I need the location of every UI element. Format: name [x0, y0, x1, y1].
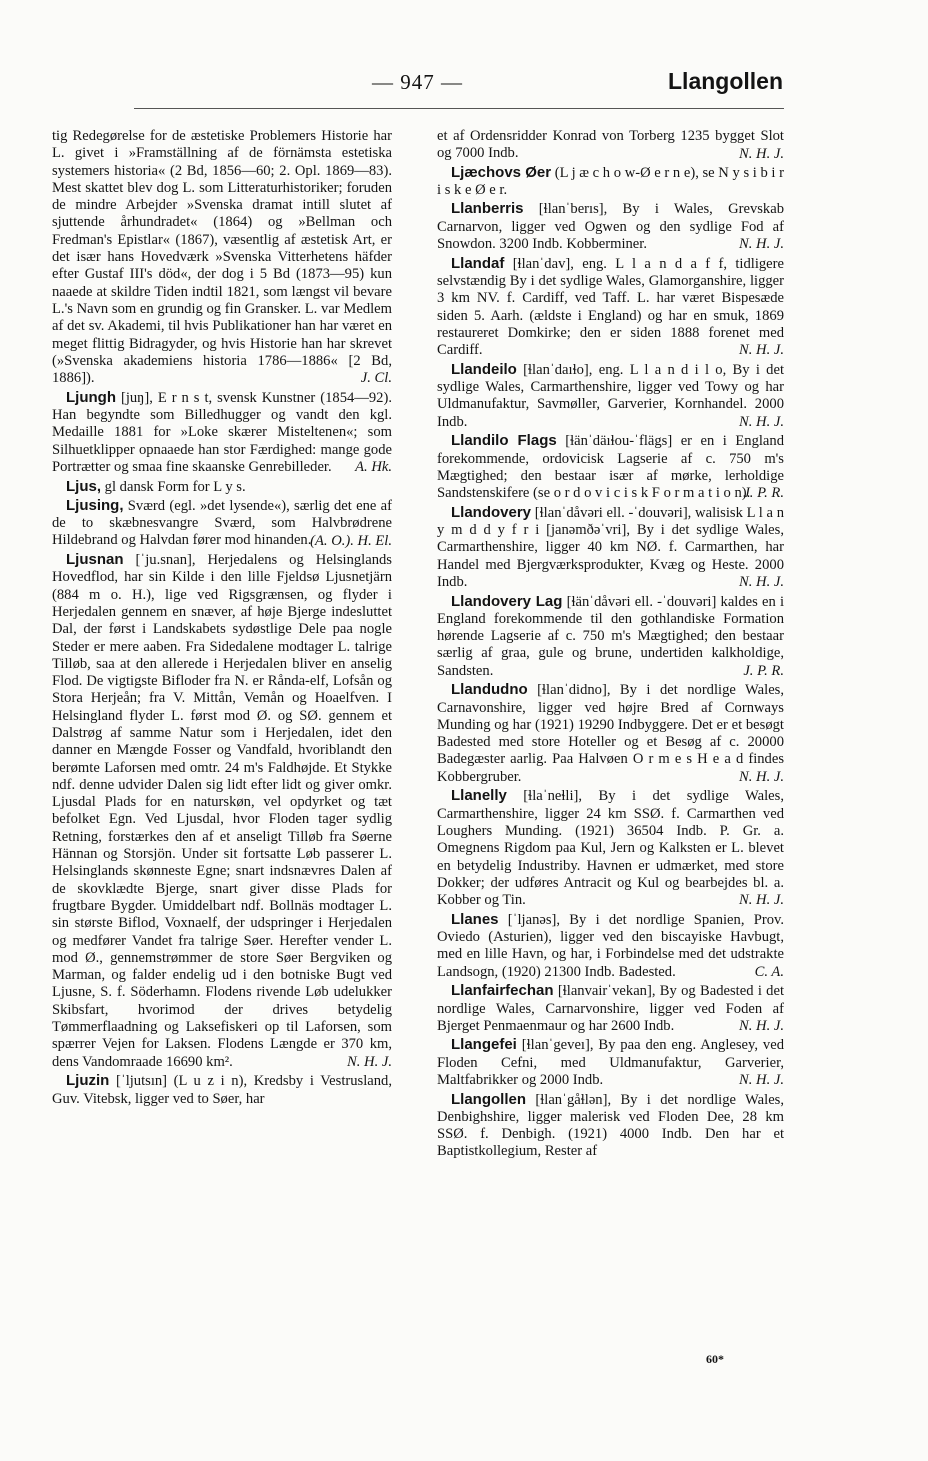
entry-headword: Llandeilo — [451, 360, 517, 378]
entry-continuation — [52, 128, 392, 388]
entry-text: [ˈljanəs], By i det nordlige Spanien, Prov. Oviedo (Asturien), ligger ved den biscayiske Havbugt, med en lille Havn, og har, i Forbindelse med det udstrakte Landsogn, (1920) 21300 Indb. Badested. — [437, 911, 784, 980]
entry-text: [ˈljutsın] (L u z i n), Kredsby i Vestrusland, Guv. Vitebsk, ligger ved to Søer, har — [52, 1073, 392, 1107]
author-signature: N. H. J. — [739, 574, 784, 591]
entry-text: [ɬänˈdäıɬou-ˈflägs] er en i England forekommende, ordovicisk Lagserie af c. 750 m's Mægtighed; den bestaar især af mørke, lerholdige Sandstenskifere (se o r d o v i c i s k F o r m a t i o n). — [437, 433, 785, 502]
entry-headword: Llandilo Flags — [451, 432, 557, 450]
entry-continuation — [437, 128, 784, 163]
dictionary-entry — [437, 361, 784, 431]
entry-text: gl dansk Form for L y s. — [104, 478, 246, 495]
entry-text: [ɬlanˈdaıɬo], eng. L l a n d i l o, By i det sydlige Wales, Carmarthenshire, ligger ved Towy og har Uldmanufaktur, Savmøller, Garverier, Kornhandel. 2000 Indb. — [437, 361, 785, 430]
page-header — [0, 70, 928, 104]
entry-headword: Ljuzin — [66, 1072, 110, 1090]
right-column — [437, 128, 784, 1162]
dictionary-entry — [52, 551, 392, 1071]
entry-headword: Ljus, — [66, 477, 102, 495]
dictionary-entry — [52, 478, 392, 496]
entry-headword: Llangollen — [451, 1090, 526, 1108]
entry-text: [ɬänˈdåvəri ell. -ˈdouvəri] kaldes en i England forekommende til den gothlandiske Formation hørende Lagserie af c. 750 m's Mægtighed; den bestaar særlig af graa, gule og brune, undertiden kalkholdige, Sandsten. — [437, 593, 784, 679]
page-number: — 947 — — [372, 70, 463, 94]
entry-text: [ɬlanˈgeveı], By paa den eng. Anglesey, ved Floden Cefni, med Uldmanufaktur, Garverier, Maltfabrikker og 2000 Indb. — [437, 1037, 785, 1088]
entry-text: [ɬlanˈberıs], By i Wales, Grevskab Carnarvon, ligger ved Ogwen og den sydlige Fod af Snowdon. 3200 Indb. Kobberminer. — [437, 201, 784, 253]
entry-text: [ɬlanˈdidno], By i det nordlige Wales, Carnavonshire, ligger ved højre Bred af Cornways Munding og har (1921) 19290 Indbyggere. Det er et besøgt Badested med store Hoteller og et Besøg af c. 20000 Badegæster aarlig. Paa Halvøen O r m e s H e a d findes Kobbergruber. — [437, 682, 784, 785]
author-signature: J. Cl. — [360, 370, 392, 387]
author-signature: N. H. J. — [347, 1053, 392, 1070]
dictionary-entry — [437, 200, 784, 253]
entry-headword: Llanes — [451, 910, 499, 928]
author-signature: N. H. J. — [739, 342, 784, 359]
dictionary-entry — [52, 497, 392, 550]
entry-text: tig Redegørelse for de æstetiske Problemers Historie har L. givet i »Framställning af de förnämsta estetiska systemers historia« (2 Bd, 1856—60; 2. Opl. 1869—83). Mest skattet blev dog L. som Litteraturhistoriker; foruden de mindre Arbejder »Svenska dramat intill slutet af sjuttende århundradet« (1864) og »Bellman och Fredman's Epistlar« (1867), væsentlig af æstetisk Art, er det især hans Hovedværk »Svenska Vitterhetens häfder efter Gustaf III's död«, der dog i 5 Bd (1873—95) kun naaede at skildre Tiden indtil 1821, som længst vil bevare L.'s Navn som en grundig og fin Gransker. L. var Medlem af det sv. Akademi, til hvis Publikationer han har været en meget flittig Bidragyder, og hvis Historie han har skrevet (»Svenska akademiens historia 1786—1886« [2 Bd, 1886]). — [52, 128, 392, 387]
printer-signature-mark: 60* — [706, 1352, 724, 1366]
author-signature: C. A. — [754, 963, 784, 980]
entry-text: [juŋ], E r n s t, svensk Kunstner (1854—92). Han begyndte som Billedhugger og vandt den kgl. Medaille 1881 for »Loke skærer Misteltenen«; som Silhuetklipper opnaaede han stor Færdighed: mange gode Portrætter og smaa fine skaanske Genrebilleder. — [52, 389, 392, 475]
entry-headword: Ljusnan — [66, 551, 124, 569]
dictionary-entry — [437, 1091, 784, 1161]
dictionary-entry — [437, 681, 784, 786]
author-signature: N. H. J. — [739, 892, 784, 909]
entry-headword: Ljusing, — [66, 496, 124, 514]
author-signature: N. H. J. — [739, 1072, 784, 1089]
author-signature: J. P. R. — [743, 662, 784, 679]
dictionary-entry — [437, 982, 784, 1035]
entry-text: [ˈju.snan], Herjedalens og Helsinglands Hovedflod, har sin Kilde i den lille Fjeldsø Ljusnetjärn (884 m o. H.), lige ved Rigsgrænsen, og flyder i Herjedalen gennem en snæver, af høje Bjerge indesluttet Dal, der først i Landskabets sydøstlige Dele paa nogle Steder er mere aaben. Fra Sidedalene modtager L. talrige Tilløb, saa at den allerede i Herjedalen bliver en anselig Flod. De vigtigste Bifloder fra N. er Rånda-elf, Lofsån og Stora Herjeån; fra V. Mittån, Vemån og Hoaelfven. I Helsingland flyder L. først mod Ø. og SØ. gennem et Dalstrøg af samme Natur som i Herjedalen, idet den danner en Mængde Fosser og Vandfald, hvoriblandt den berømte Laforsen med omtr. 24 m's Faldhøjde. Et Stykke ndf. denne udvider Dalen sig lidt efter lidt og giver omkr. Ljusdal Plads for en naturskøn, vel opdyrket og tæt befolket Egn. Ved Ljusdal, hvor Floden tager sydlig Retning, forstærkes den af et anseligt Tilløb fra Søerne Hännan og Storsjön. Under sit fortsatte Løb passerer L. Helsinglands skønneste Egne; snart indsnævres Dalen af de skovklædte Bjerge, snart giver disse Plads for frugtbare Bygder. Umiddelbart ndf. Bollnäs modtager L. sin største Biflod, Voxnaelf, der udspringer i Herjedalen og medfører Vandet fra talrige Søer. Herefter vender L. mod Ø., gennemstrømmer de store Søer Bergviken og Marman, og falder endelig ud i den botniske Bugt ved Ljusne, S. f. Söderhamn. Flodens rivende Løb udelukker Skibsfart, hvorimod der drives betydelig Tømmerflaadning og Laksefiskeri op til Laforsen, som spærrer Vejen for Laksen. Flodens Længde er 370 km, dens Vandomraade 16690 km². — [52, 552, 392, 1070]
entry-text: et af Ordensridder Konrad von Torberg 1235 bygget Slot og 7000 Indb. — [437, 128, 784, 162]
dictionary-entry — [52, 1072, 392, 1108]
entry-headword: Llangefei — [451, 1036, 517, 1054]
entry-text: [ɬlanˈdav], eng. L l a n d a f f, tidligere selvstændig By i det sydlige Wales, Glamorganshire, ligger 3 km NV. f. Cardiff, ved Taff. L. har været Bispesæde siden 5. Aarh. (ældste i England) og har en smuk, 1869 restaureret Domkirke; den er siden 1888 forenet med Cardiff. — [437, 255, 784, 359]
left-column — [52, 128, 392, 1109]
author-signature: N. H. J. — [739, 1018, 784, 1035]
dictionary-entry — [52, 389, 392, 477]
dictionary-entry — [437, 255, 784, 360]
entry-headword: Llanberris — [451, 200, 524, 218]
author-signature: N. H. J. — [739, 413, 784, 430]
entry-text: (L j æ c h o w-Ø e r n e), se N y s i b i r i s k e Ø e r. — [437, 164, 784, 199]
entry-headword: Llandovery — [451, 503, 532, 521]
entry-text: [ɬlanˈgåɬlən], By i det nordlige Wales, Denbighshire, ligger malerisk ved Floden Dee, 28 km SSØ. f. Denbigh. (1921) 4000 Indb. Den har et Baptistkollegium, Rester af — [437, 1091, 784, 1160]
dictionary-entry — [437, 787, 784, 909]
entry-headword: Llandaf — [451, 254, 505, 272]
author-signature: N. H. J. — [739, 145, 784, 162]
entry-text: [ɬlaˈneɬli], By i det sydlige Wales, Carmarthenshire, ligger 24 km SSØ. f. Carmarthen ved Loughers Munding. (1921) 36504 Indb. P. Gr. a. Omegnens Rigdom paa Kul, Jern og Kalksten er L. blevet en betydelig Industriby. Havnen er udmærket, med store Dokker; der udføres Antracit og Kul og bearbejdes bl. a. Kobber og Tin. — [437, 788, 784, 909]
entry-headword: Llandudno — [451, 681, 528, 699]
author-signature: (A. O.). H. El. — [310, 532, 392, 549]
dictionary-entry — [437, 911, 784, 981]
dictionary-entry — [437, 432, 784, 502]
entry-text: [ɬlanˈdåvəri ell. -ˈdouvəri], walisisk L l a n y m d d y f r i [janəmðəˈvri], By i det sydlige Wales, Carmarthenshire, ligger 40 km NØ. f. Carmarthen, har Handel med Bjergværksprodukter, Kvæg og Heste. 2000 Indb. — [437, 504, 784, 590]
dictionary-entry — [437, 504, 784, 592]
entry-headword: Llanfairfechan — [451, 982, 554, 1000]
dictionary-entry — [437, 1036, 784, 1089]
entry-headword: Llanelly — [451, 787, 507, 805]
entry-headword: Ljæchovs Øer — [451, 163, 552, 181]
entry-headword: Llandovery Lag — [451, 592, 563, 610]
author-signature: A. Hk. — [355, 459, 392, 476]
header-rule — [134, 108, 784, 109]
dictionary-entry — [437, 593, 784, 681]
author-signature: N. H. J. — [739, 769, 784, 786]
author-signature: N. H. J. — [739, 236, 784, 253]
entry-headword: Ljungh — [66, 388, 116, 406]
dictionary-entry — [437, 164, 784, 200]
running-headword: Llangollen — [668, 68, 783, 94]
entry-text: Sværd (egl. »det lysende«), særlig det ene af de to skæbnesvangre Sværd, som Halvbrødrene Hildebrand og Halvdan fører mod hinanden. — [52, 497, 392, 549]
author-signature: J. P. R. — [743, 485, 784, 502]
entry-text: [ɬlanvairˈvekan], By og Badested i det nordlige Wales, Carnarvonshire, ligger ved Foden af Bjerget Penmaenmaur og har 2600 Indb. — [437, 983, 785, 1034]
